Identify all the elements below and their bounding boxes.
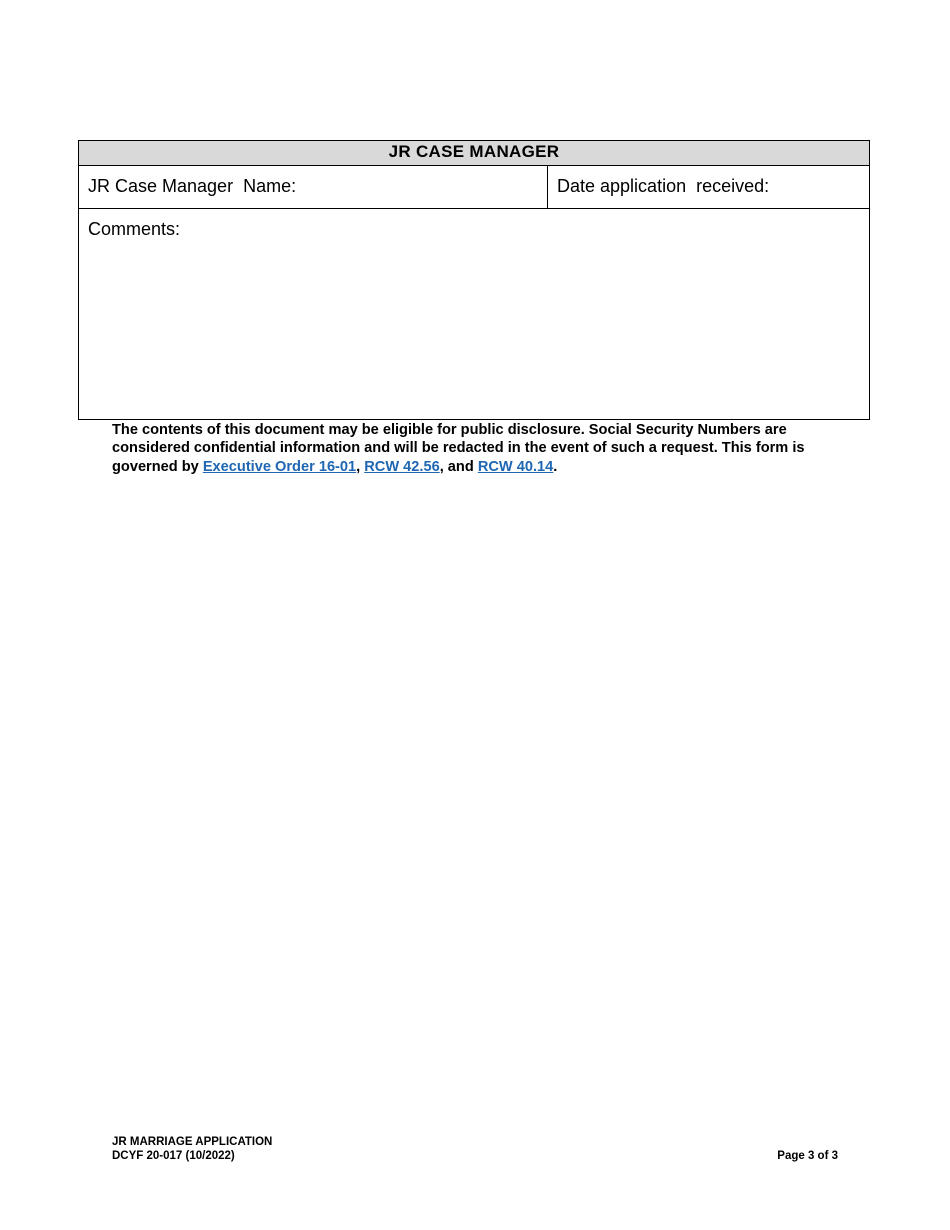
- rcw-42-56-link[interactable]: RCW 42.56: [364, 458, 440, 475]
- footer-page-number: Page 3 of 3: [777, 1150, 838, 1162]
- case-manager-name-field[interactable]: [79, 166, 548, 209]
- footer-form-number: DCYF 20-017 (10/2022): [112, 1150, 235, 1162]
- footer-form-info: [112, 1135, 272, 1163]
- disclosure-notice: [112, 421, 842, 476]
- comments-field[interactable]: [79, 209, 870, 420]
- notice-separator-2: , and: [439, 458, 478, 475]
- rcw-40-14-link[interactable]: RCW 40.14: [477, 458, 554, 475]
- case-manager-name-label: JR Case Manager Name:: [88, 176, 297, 196]
- date-received-label: Date application received:: [557, 176, 770, 196]
- executive-order-link[interactable]: Executive Order 16-01: [202, 458, 357, 475]
- section-header: JR CASE MANAGER: [79, 141, 870, 166]
- jr-case-manager-table: [78, 140, 870, 420]
- comments-label: Comments:: [88, 219, 181, 239]
- notice-text: The contents of this document may be eligible for public disclosure. Social Security Numbers are considered confidential information and will be redacted in the event of such a request. This form is governed by: [112, 422, 805, 475]
- footer-form-title: JR MARRIAGE APPLICATION: [112, 1136, 273, 1148]
- date-received-field[interactable]: [548, 166, 870, 209]
- notice-separator-1: ,: [356, 458, 365, 475]
- notice-end: .: [553, 458, 558, 475]
